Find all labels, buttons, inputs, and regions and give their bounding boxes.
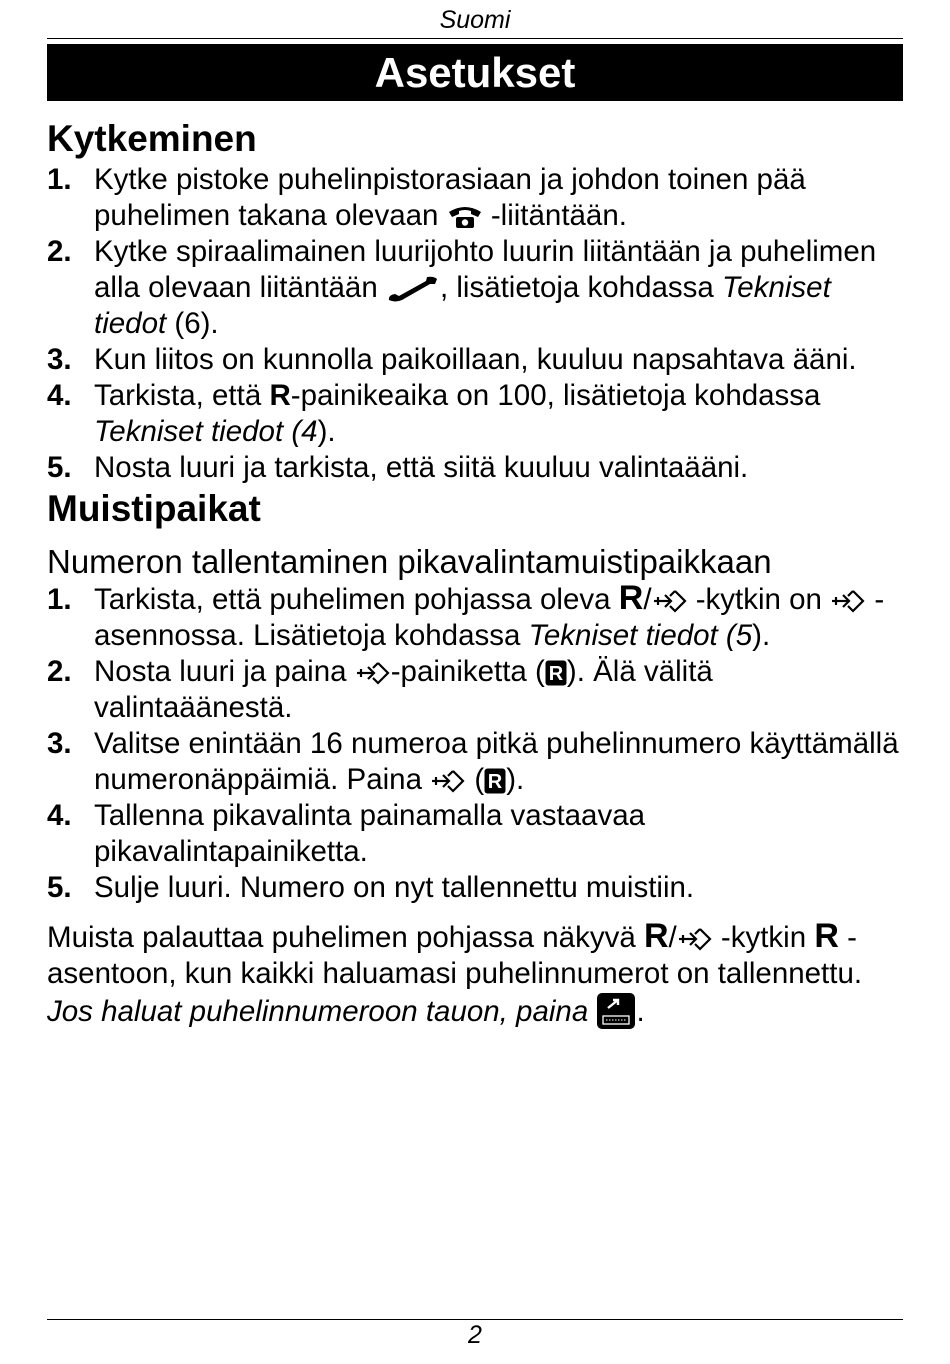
r-key-glyph: R <box>548 663 564 685</box>
step-number: 1. <box>47 163 72 196</box>
handset-icon <box>386 276 440 302</box>
phone-socket-icon <box>447 204 483 230</box>
step-text: ). <box>317 415 336 448</box>
list-item <box>47 234 907 342</box>
step-number: 3. <box>47 343 72 376</box>
slash: / <box>643 583 652 616</box>
reference-italic: Tekniset tiedot (4 <box>94 415 318 448</box>
list-item <box>47 579 907 654</box>
step-text: -asennossa. Lisätietoja kohdassa <box>94 583 885 652</box>
step-text: Sulje luuri. Numero on nyt tallennettu muistiin. <box>94 871 695 904</box>
pause-key-icon <box>596 992 636 1030</box>
page-number: 2 <box>468 1321 482 1349</box>
list-item <box>47 654 907 726</box>
footer-rule <box>47 1319 903 1320</box>
store-arrow-icon <box>652 588 688 614</box>
step-number: 1. <box>47 583 72 616</box>
step-text: Nosta luuri ja paina <box>94 655 355 688</box>
kytkeminen-steps <box>47 162 907 486</box>
step-text: , lisätietoja kohdassa <box>439 271 722 304</box>
pause-text: Jos haluat puhelinnumeroon tauon, paina <box>47 995 597 1028</box>
step-text: -liitäntään. <box>482 199 627 232</box>
r-switch-label: R <box>814 917 839 955</box>
step-text: Nosta luuri ja tarkista, että siitä kuuluu valintaääni. <box>94 451 749 484</box>
reminder-note <box>47 917 907 992</box>
step-text: ( <box>466 763 485 796</box>
step-text: Kytke pistoke puhelinpistorasiaan ja johdon toinen pää puhelimen takana olevaan <box>94 163 806 232</box>
step-text: -kytkin on <box>687 583 831 616</box>
r-key-glyph: R <box>487 771 503 793</box>
r-switch-label: R <box>618 579 644 617</box>
step-number: 2. <box>47 655 72 688</box>
step-number: 2. <box>47 235 72 268</box>
header-language: Suomi <box>439 6 511 34</box>
header-rule <box>47 38 903 39</box>
step-number: 5. <box>47 871 72 904</box>
step-text: Tarkista, että <box>94 379 270 412</box>
step-text: ). Älä välitä valintaäänestä. <box>94 655 713 724</box>
step-text: ). <box>752 619 771 652</box>
step-number: 4. <box>47 379 72 412</box>
slash: / <box>668 921 677 954</box>
step-number: 5. <box>47 451 72 484</box>
step-text: (6). <box>166 307 219 340</box>
step-text: Tallenna pikavalinta painamalla vastaavaa pikavalintapainiketta. <box>94 799 646 868</box>
list-item <box>47 378 907 450</box>
step-text: ). <box>506 763 525 796</box>
section-title-muistipaikat: Muistipaikat <box>47 488 261 529</box>
r-key-icon <box>545 660 567 686</box>
step-text: -painikeaika on 100, lisätietoja kohdassa <box>290 379 821 412</box>
page-title-banner: Asetukset <box>47 44 903 101</box>
muistipaikat-steps <box>47 579 907 906</box>
list-item <box>47 870 907 906</box>
step-text: -painiketta ( <box>390 655 545 688</box>
list-item <box>47 726 907 798</box>
step-number: 4. <box>47 799 72 832</box>
pause-note <box>47 992 907 1030</box>
section-title-kytkeminen: Kytkeminen <box>47 118 257 159</box>
store-arrow-icon <box>355 660 391 686</box>
step-text: Kytke spiraalimainen luurijohto luurin liitäntään ja puhelimen alla olevaan liitäntään <box>94 235 877 304</box>
step-number: 3. <box>47 727 72 760</box>
store-arrow-icon <box>430 768 466 794</box>
note-text: Muista palauttaa puhelimen pohjassa näkyvä <box>47 921 644 954</box>
note-text: -kytkin <box>712 921 815 954</box>
list-item <box>47 798 907 870</box>
list-item <box>47 162 907 234</box>
store-arrow-icon <box>677 926 713 952</box>
store-arrow-icon <box>830 588 866 614</box>
step-text: Kun liitos on kunnolla paikoillaan, kuuluu napsahtava ääni. <box>94 343 857 376</box>
subsection-title: Numeron tallentaminen pikavalintamuistipaikkaan <box>47 543 772 580</box>
reference-italic: Tekniset tiedot <box>94 271 831 340</box>
r-switch-label: R <box>643 917 669 955</box>
reference-italic: Tekniset tiedot (5 <box>528 619 753 652</box>
note-text: -asentoon, kun kaikki haluamasi puhelinnumerot on tallennettu. <box>47 921 863 990</box>
list-item <box>47 342 907 378</box>
step-text: Tarkista, että puhelimen pohjassa oleva <box>94 583 619 616</box>
r-key-label: R <box>269 379 291 412</box>
page-content <box>47 116 907 1030</box>
step-text: Valitse enintään 16 numeroa pitkä puhelinnumero käyttämällä numeronäppäimiä. Paina <box>94 727 899 796</box>
r-key-icon <box>484 768 506 794</box>
pause-text: . <box>636 995 645 1028</box>
list-item <box>47 450 907 486</box>
